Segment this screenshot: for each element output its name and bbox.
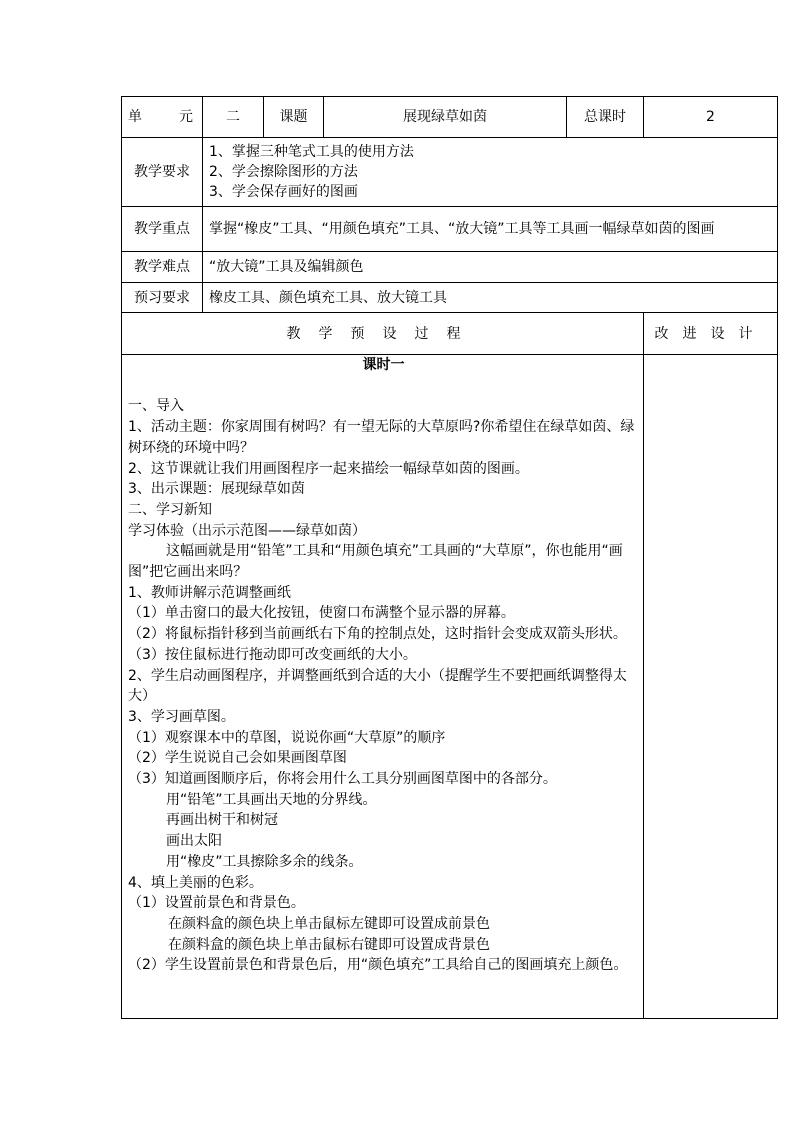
- difficulties-label: 教学难点: [122, 252, 203, 283]
- requirements-label: 教学要求: [122, 138, 203, 207]
- total-hours-value: 2: [644, 97, 778, 138]
- unit-label: 单 元: [122, 97, 203, 138]
- lesson-line: 再画出树干和树冠: [166, 812, 278, 829]
- lesson-line: 这幅画就是用“铅笔”工具和“用颜色填充”工具画的“大草原”，你也能用“画图”把它画出来吗？: [128, 543, 623, 581]
- key-points-label: 教学重点: [122, 207, 203, 252]
- lesson-line: （3）知道画图顺序后，你将会用什么工具分别画图草图中的各部分。: [128, 771, 557, 788]
- preview-text: 橡皮工具、颜色填充工具、放大镜工具: [203, 283, 778, 313]
- lesson-title: 课时一: [362, 357, 405, 373]
- lesson-line: 2、这节课就让我们用画图程序一起来描绘一幅绿草如茵的图画。: [128, 460, 529, 477]
- lesson-plan-table: [121, 96, 778, 1019]
- lesson-line: 在颜料盒的颜色块上单击鼠标左键即可设置成前景色: [168, 915, 490, 932]
- lesson-line: 4、填上美丽的色彩。: [128, 874, 263, 891]
- requirement-item: 3、学会保存画好的图画: [209, 184, 358, 200]
- unit-value: 二: [203, 97, 264, 138]
- improvement-design-cell: [644, 355, 778, 1019]
- requirements-content: [203, 138, 778, 207]
- lesson-content: [122, 355, 644, 1019]
- process-header-row: [122, 313, 778, 355]
- lesson-line: （1）观察课本中的草图，说说你画“大草原”的顺序: [128, 729, 446, 746]
- difficulties-text: “放大镜”工具及编辑颜色: [203, 252, 778, 283]
- process-body-row: [122, 355, 778, 1019]
- total-hours-label: 总课时: [567, 97, 644, 138]
- lesson-line: （3）按住鼠标进行拖动即可改变画纸的大小。: [128, 646, 417, 663]
- lesson-line: 2、学生启动画图程序，并调整画纸到合适的大小（提醒学生不要把画纸调整得太大）: [128, 667, 627, 705]
- lesson-line: 3、出示课题：展现绿草如茵: [128, 481, 305, 498]
- key-points-row: [122, 207, 778, 252]
- lesson-line: 1、教师讲解示范调整画纸: [128, 584, 291, 601]
- topic-label: 课题: [264, 97, 324, 138]
- lesson-line: 一、导入: [128, 398, 184, 415]
- requirements-row: [122, 138, 778, 207]
- process-header-right: 改进设计: [644, 313, 778, 355]
- lesson-line: 用“橡皮”工具擦除多余的线条。: [166, 853, 363, 870]
- preview-label: 预习要求: [122, 283, 203, 313]
- lesson-line: 1、活动主题：你家周围有树吗？有一望无际的大草原吗?你希望住在绿草如茵、绿树环绕的环境中吗？: [128, 419, 635, 456]
- lesson-line: （1）单击窗口的最大化按钮，使窗口布满整个显示器的屏幕。: [128, 605, 515, 622]
- lesson-line: 在颜料盒的颜色块上单击鼠标右键即可设置成背景色: [168, 936, 490, 953]
- lesson-line: 3、学习画草图。: [128, 708, 235, 725]
- topic-value: 展现绿草如茵: [324, 97, 567, 138]
- lesson-line: （1）设置前景色和背景色。: [128, 895, 305, 912]
- difficulties-row: [122, 252, 778, 283]
- key-points-text: 掌握“橡皮”工具、“用颜色填充”工具、“放大镜”工具等工具画一幅绿草如茵的图画: [203, 207, 778, 252]
- lesson-line: 用“铅笔”工具画出天地的分界线。: [166, 791, 377, 808]
- lesson-line: 学习体验（出示示范图——绿草如茵）: [128, 522, 366, 539]
- lesson-line: （2）将鼠标指针移到当前画纸右下角的控制点处，这时指针会变成双箭头形状。: [128, 626, 627, 643]
- lesson-line: （2）学生说说自己会如果画图草图: [128, 750, 347, 767]
- requirement-item: 1、掌握三种笔式工具的使用方法: [209, 144, 414, 160]
- lesson-line: （2）学生设置前景色和背景色后，用“颜色填充”工具给自己的图画填充上颜色。: [128, 957, 628, 974]
- lesson-line: 二、学习新知: [128, 501, 212, 518]
- requirement-item: 2、学会擦除图形的方法: [209, 164, 358, 180]
- header-row: [122, 97, 778, 138]
- process-header-left: 教学预设过程: [122, 313, 644, 355]
- lesson-line: 画出太阳: [166, 833, 222, 850]
- preview-row: [122, 283, 778, 313]
